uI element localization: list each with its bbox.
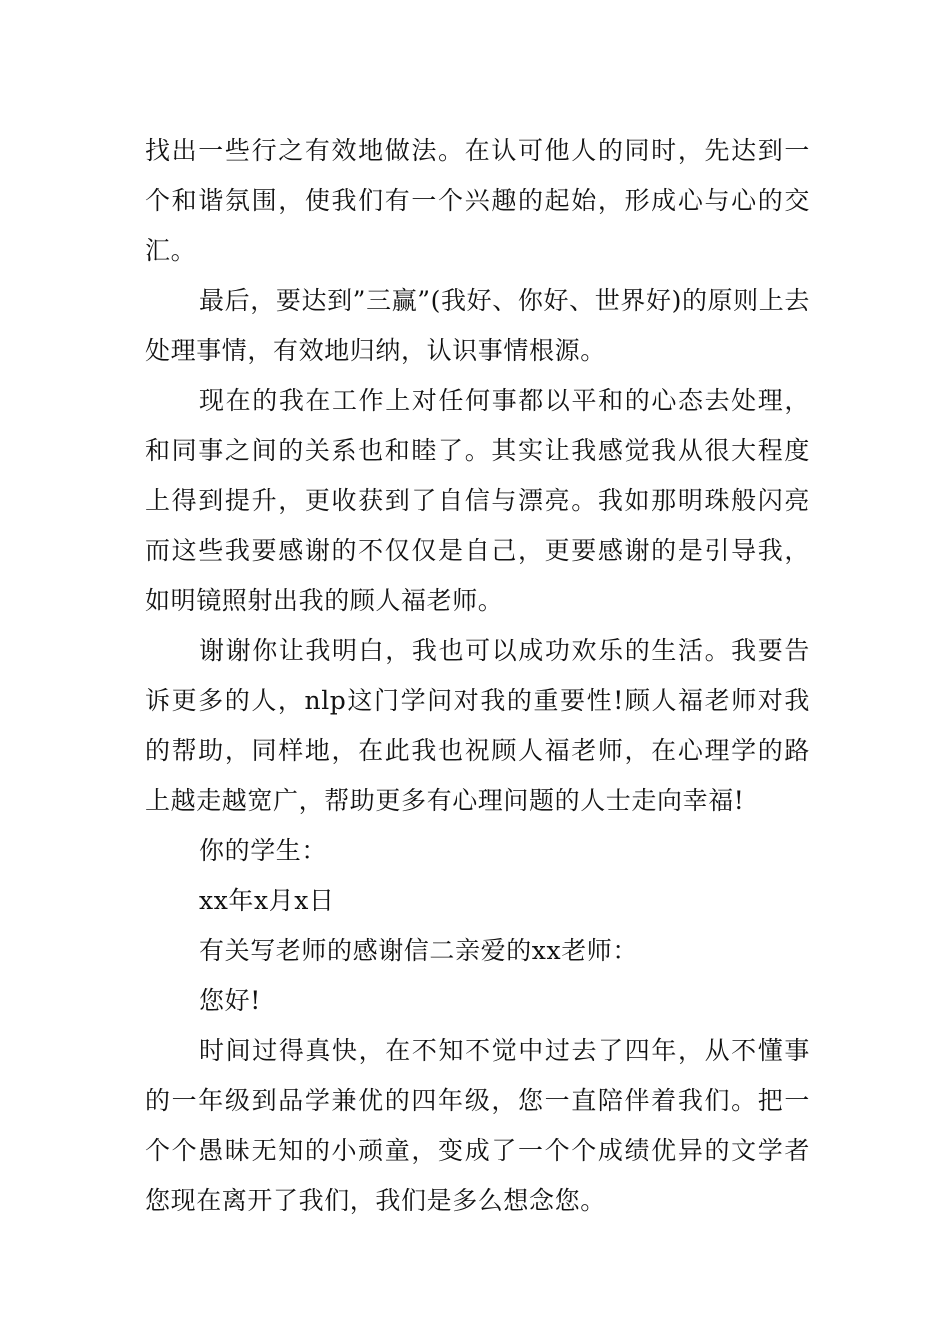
- letter-body: [145, 126, 810, 1226]
- greeting-line: 您好!: [199, 986, 261, 1015]
- date-line: xx年x月x日: [199, 886, 335, 915]
- paragraph-2: 最后，要达到”三赢”(我好、你好、世界好)的原则上去处理事情，有效地归纳，认识事情根源。: [145, 286, 810, 365]
- signature-line: 你的学生：: [199, 836, 328, 865]
- paragraph-3: 现在的我在工作上对任何事都以平和的心态去处理，和同事之间的关系也和睦了。其实让我感觉我从很大程度上得到提升，更收获到了自信与漂亮。我如那明珠般闪亮而这些我要感谢的不仅仅是自己，更要感谢的是引导我，如明镜照射出我的顾人福老师。: [145, 386, 810, 615]
- paragraph-4: 谢谢你让我明白，我也可以成功欢乐的生活。我要告诉更多的人，nlp这门学问对我的重要性!顾人福老师对我的帮助，同样地，在此我也祝顾人福老师，在心理学的路上越走越宽广，帮助更多有心理问题的人士走向幸福!: [145, 636, 810, 815]
- paragraph-1: 找出一些行之有效地做法。在认可他人的同时，先达到一个和谐氛围，使我们有一个兴趣的起始，形成心与心的交汇。: [145, 136, 810, 265]
- paragraph-5: 时间过得真快，在不知不觉中过去了四年，从不懂事的一年级到品学兼优的四年级，您一直陪伴着我们。把一个个愚昧无知的小顽童，变成了一个个成绩优异的文学者您现在离开了我们，我们是多么想念您。: [145, 1036, 810, 1215]
- second-letter-heading: 有关写老师的感谢信二亲爱的xx老师：: [199, 936, 638, 965]
